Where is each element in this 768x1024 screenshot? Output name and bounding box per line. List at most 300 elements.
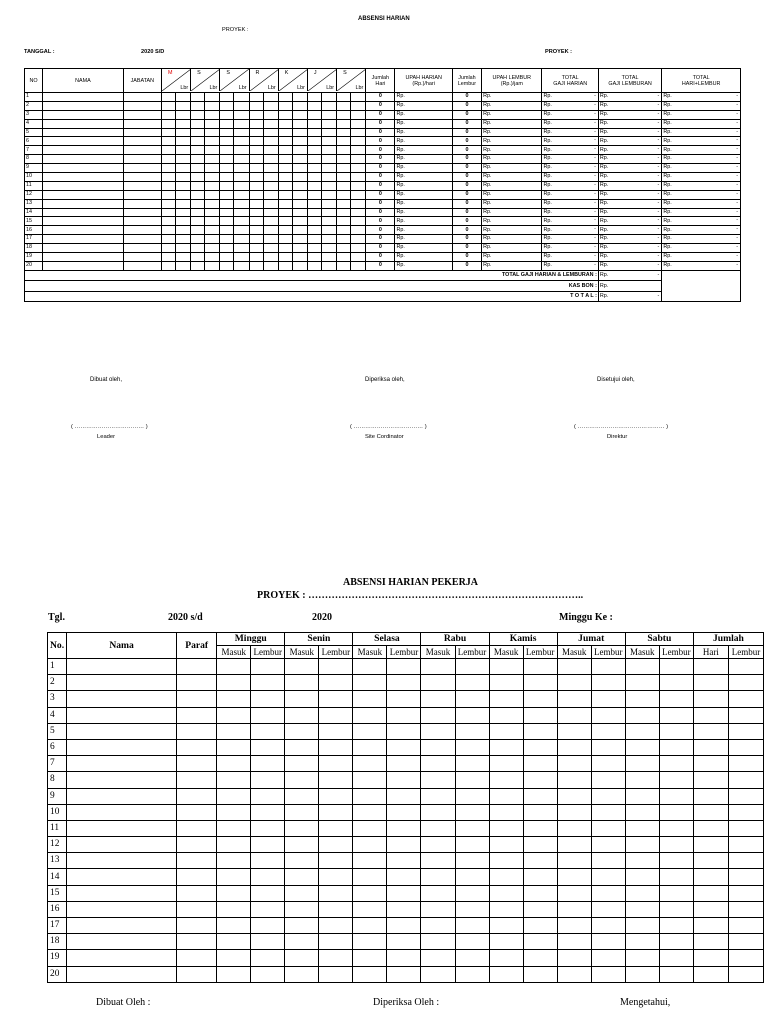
total-gaji-cell[interactable] (542, 93, 598, 102)
jumlah-lembur-cell[interactable]: 0 (452, 181, 481, 190)
attendance-cell[interactable] (387, 950, 421, 966)
total-hl-cell[interactable] (662, 208, 741, 217)
day-cell[interactable] (278, 261, 292, 270)
day-cell[interactable] (234, 110, 249, 119)
paraf-cell[interactable] (177, 966, 217, 982)
day-cell[interactable] (307, 146, 321, 155)
total-hl-cell[interactable] (662, 261, 741, 270)
attendance-cell[interactable] (285, 739, 319, 755)
day-cell[interactable] (351, 101, 366, 110)
attendance-cell[interactable] (489, 966, 523, 982)
upah-harian-cell[interactable]: Rp. (395, 173, 452, 182)
day-cell[interactable] (234, 137, 249, 146)
day-cell[interactable] (307, 190, 321, 199)
total-lembur-cell[interactable] (598, 146, 661, 155)
attendance-cell[interactable] (591, 675, 625, 691)
total-hl-cell[interactable] (662, 101, 741, 110)
attendance-cell[interactable] (489, 869, 523, 885)
attendance-cell[interactable] (591, 901, 625, 917)
day-cell[interactable] (278, 181, 292, 190)
attendance-cell[interactable] (625, 918, 659, 934)
day-cell[interactable] (205, 155, 220, 164)
jumlah-hari-cell[interactable]: 0 (366, 217, 395, 226)
attendance-cell[interactable] (251, 820, 285, 836)
day-cell[interactable] (263, 173, 278, 182)
total-hl-cell[interactable] (662, 137, 741, 146)
attendance-cell[interactable] (591, 853, 625, 869)
attendance-cell[interactable] (319, 739, 353, 755)
attendance-cell[interactable] (319, 934, 353, 950)
total-hl-cell[interactable] (662, 181, 741, 190)
day-cell[interactable] (278, 164, 292, 173)
attendance-cell[interactable] (659, 934, 693, 950)
attendance-cell[interactable] (489, 837, 523, 853)
attendance-cell[interactable] (285, 659, 319, 675)
day-cell[interactable] (249, 155, 263, 164)
day-cell[interactable] (263, 146, 278, 155)
day-cell[interactable] (263, 199, 278, 208)
attendance-cell[interactable] (557, 772, 591, 788)
upah-lembur-cell[interactable]: Rp. (482, 146, 542, 155)
attendance-cell[interactable] (489, 918, 523, 934)
day-cell[interactable] (249, 128, 263, 137)
attendance-cell[interactable] (557, 659, 591, 675)
day-cell[interactable] (278, 155, 292, 164)
attendance-cell[interactable] (251, 901, 285, 917)
attendance-cell[interactable] (251, 675, 285, 691)
row-number[interactable]: 18 (48, 934, 67, 950)
attendance-cell[interactable] (455, 966, 489, 982)
attendance-cell[interactable] (557, 723, 591, 739)
total-hl-cell[interactable] (662, 235, 741, 244)
attendance-cell[interactable] (728, 885, 763, 901)
row-number[interactable]: 9 (48, 788, 67, 804)
attendance-cell[interactable] (285, 885, 319, 901)
attendance-cell[interactable] (557, 853, 591, 869)
upah-lembur-cell[interactable]: Rp. (482, 181, 542, 190)
attendance-cell[interactable] (693, 885, 728, 901)
row-number[interactable]: 13 (25, 199, 43, 208)
day-cell[interactable] (161, 137, 175, 146)
day-cell[interactable] (321, 173, 336, 182)
nama-cell[interactable] (67, 788, 177, 804)
day-cell[interactable] (191, 119, 205, 128)
attendance-cell[interactable] (693, 869, 728, 885)
attendance-cell[interactable] (557, 918, 591, 934)
day-cell[interactable] (278, 101, 292, 110)
total-hl-cell[interactable] (662, 217, 741, 226)
day-cell[interactable] (191, 235, 205, 244)
row-number[interactable]: 6 (25, 137, 43, 146)
day-cell[interactable] (351, 93, 366, 102)
day-cell[interactable] (176, 217, 191, 226)
day-cell[interactable] (249, 261, 263, 270)
attendance-cell[interactable] (523, 675, 557, 691)
day-cell[interactable] (249, 119, 263, 128)
attendance-cell[interactable] (217, 707, 251, 723)
day-cell[interactable] (161, 110, 175, 119)
attendance-cell[interactable] (557, 788, 591, 804)
total-gaji-cell[interactable] (542, 244, 598, 253)
total-hl-cell[interactable] (662, 199, 741, 208)
nama-cell[interactable] (67, 659, 177, 675)
day-cell[interactable] (263, 235, 278, 244)
attendance-cell[interactable] (693, 901, 728, 917)
day-cell[interactable] (321, 235, 336, 244)
attendance-cell[interactable] (591, 820, 625, 836)
total-lembur-cell[interactable] (598, 199, 661, 208)
day-cell[interactable] (292, 110, 307, 119)
jabatan-cell[interactable] (123, 181, 161, 190)
attendance-cell[interactable] (693, 707, 728, 723)
attendance-cell[interactable] (353, 723, 387, 739)
attendance-cell[interactable] (591, 691, 625, 707)
row-number[interactable]: 20 (25, 261, 43, 270)
day-cell[interactable] (278, 190, 292, 199)
row-number[interactable]: 18 (25, 244, 43, 253)
day-cell[interactable] (191, 199, 205, 208)
day-cell[interactable] (176, 173, 191, 182)
attendance-cell[interactable] (387, 756, 421, 772)
day-cell[interactable] (205, 235, 220, 244)
day-cell[interactable] (292, 244, 307, 253)
day-cell[interactable] (176, 190, 191, 199)
day-cell[interactable] (220, 119, 234, 128)
attendance-cell[interactable] (523, 901, 557, 917)
attendance-cell[interactable] (353, 934, 387, 950)
attendance-cell[interactable] (387, 659, 421, 675)
upah-harian-cell[interactable]: Rp. (395, 199, 452, 208)
attendance-cell[interactable] (251, 934, 285, 950)
attendance-cell[interactable] (319, 901, 353, 917)
jabatan-cell[interactable] (123, 208, 161, 217)
day-cell[interactable] (351, 244, 366, 253)
upah-harian-cell[interactable]: Rp. (395, 101, 452, 110)
jumlah-lembur-cell[interactable]: 0 (452, 137, 481, 146)
day-cell[interactable] (220, 173, 234, 182)
attendance-cell[interactable] (285, 756, 319, 772)
upah-lembur-cell[interactable]: Rp. (482, 261, 542, 270)
total-lembur-cell[interactable] (598, 101, 661, 110)
day-cell[interactable] (234, 101, 249, 110)
attendance-cell[interactable] (217, 723, 251, 739)
nama-cell[interactable] (43, 217, 124, 226)
total-gaji-cell[interactable] (542, 155, 598, 164)
day-cell[interactable] (351, 253, 366, 262)
day-cell[interactable] (205, 101, 220, 110)
nama-cell[interactable] (43, 208, 124, 217)
day-cell[interactable] (307, 244, 321, 253)
day-cell[interactable] (337, 217, 351, 226)
attendance-cell[interactable] (659, 707, 693, 723)
upah-harian-cell[interactable]: Rp. (395, 128, 452, 137)
upah-lembur-cell[interactable]: Rp. (482, 128, 542, 137)
row-number[interactable]: 6 (48, 739, 67, 755)
attendance-cell[interactable] (251, 966, 285, 982)
attendance-cell[interactable] (353, 869, 387, 885)
attendance-cell[interactable] (728, 804, 763, 820)
day-cell[interactable] (234, 155, 249, 164)
attendance-cell[interactable] (455, 772, 489, 788)
day-cell[interactable] (321, 217, 336, 226)
total-lembur-cell[interactable] (598, 226, 661, 235)
attendance-cell[interactable] (591, 837, 625, 853)
jumlah-lembur-cell[interactable]: 0 (452, 190, 481, 199)
attendance-cell[interactable] (693, 675, 728, 691)
paraf-cell[interactable] (177, 723, 217, 739)
attendance-cell[interactable] (693, 918, 728, 934)
attendance-cell[interactable] (251, 804, 285, 820)
day-cell[interactable] (205, 226, 220, 235)
attendance-cell[interactable] (455, 659, 489, 675)
attendance-cell[interactable] (387, 885, 421, 901)
upah-lembur-cell[interactable]: Rp. (482, 93, 542, 102)
upah-lembur-cell[interactable]: Rp. (482, 101, 542, 110)
attendance-cell[interactable] (625, 723, 659, 739)
attendance-cell[interactable] (455, 869, 489, 885)
jabatan-cell[interactable] (123, 235, 161, 244)
day-cell[interactable] (307, 128, 321, 137)
day-cell[interactable] (234, 217, 249, 226)
attendance-cell[interactable] (251, 918, 285, 934)
day-cell[interactable] (292, 181, 307, 190)
upah-harian-cell[interactable]: Rp. (395, 181, 452, 190)
day-cell[interactable] (205, 164, 220, 173)
attendance-cell[interactable] (728, 901, 763, 917)
attendance-cell[interactable] (489, 772, 523, 788)
attendance-cell[interactable] (421, 723, 455, 739)
row-number[interactable]: 13 (48, 853, 67, 869)
day-cell[interactable] (161, 217, 175, 226)
nama-cell[interactable] (43, 146, 124, 155)
attendance-cell[interactable] (659, 901, 693, 917)
attendance-cell[interactable] (728, 918, 763, 934)
attendance-cell[interactable] (455, 691, 489, 707)
day-cell[interactable] (278, 146, 292, 155)
nama-cell[interactable] (43, 164, 124, 173)
attendance-cell[interactable] (251, 788, 285, 804)
total-gaji-cell[interactable] (542, 217, 598, 226)
day-cell[interactable] (337, 137, 351, 146)
attendance-cell[interactable] (251, 659, 285, 675)
attendance-cell[interactable] (421, 966, 455, 982)
row-number[interactable]: 8 (25, 155, 43, 164)
day-cell[interactable] (161, 146, 175, 155)
attendance-cell[interactable] (353, 918, 387, 934)
day-cell[interactable] (249, 253, 263, 262)
paraf-cell[interactable] (177, 885, 217, 901)
upah-lembur-cell[interactable]: Rp. (482, 217, 542, 226)
nama-cell[interactable] (67, 918, 177, 934)
nama-cell[interactable] (67, 723, 177, 739)
nama-cell[interactable] (67, 837, 177, 853)
upah-harian-cell[interactable]: Rp. (395, 110, 452, 119)
nama-cell[interactable] (43, 119, 124, 128)
day-cell[interactable] (234, 253, 249, 262)
day-cell[interactable] (278, 173, 292, 182)
day-cell[interactable] (321, 119, 336, 128)
attendance-cell[interactable] (557, 966, 591, 982)
day-cell[interactable] (321, 261, 336, 270)
day-cell[interactable] (205, 137, 220, 146)
day-cell[interactable] (176, 101, 191, 110)
day-cell[interactable] (351, 261, 366, 270)
upah-lembur-cell[interactable]: Rp. (482, 155, 542, 164)
day-cell[interactable] (278, 235, 292, 244)
day-cell[interactable] (234, 119, 249, 128)
day-cell[interactable] (337, 190, 351, 199)
day-cell[interactable] (191, 101, 205, 110)
day-cell[interactable] (191, 110, 205, 119)
jumlah-lembur-cell[interactable]: 0 (452, 235, 481, 244)
nama-cell[interactable] (67, 820, 177, 836)
day-cell[interactable] (176, 110, 191, 119)
upah-harian-cell[interactable]: Rp. (395, 217, 452, 226)
jumlah-lembur-cell[interactable]: 0 (452, 173, 481, 182)
day-cell[interactable] (263, 181, 278, 190)
row-number[interactable]: 2 (48, 675, 67, 691)
attendance-cell[interactable] (693, 966, 728, 982)
day-cell[interactable] (321, 146, 336, 155)
attendance-cell[interactable] (455, 950, 489, 966)
day-cell[interactable] (278, 199, 292, 208)
day-cell[interactable] (337, 119, 351, 128)
day-cell[interactable] (307, 253, 321, 262)
attendance-cell[interactable] (387, 788, 421, 804)
day-cell[interactable] (161, 261, 175, 270)
paraf-cell[interactable] (177, 756, 217, 772)
nama-cell[interactable] (43, 253, 124, 262)
day-cell[interactable] (234, 244, 249, 253)
day-cell[interactable] (307, 110, 321, 119)
nama-cell[interactable] (67, 739, 177, 755)
day-cell[interactable] (205, 93, 220, 102)
day-cell[interactable] (249, 164, 263, 173)
day-cell[interactable] (249, 181, 263, 190)
attendance-cell[interactable] (285, 853, 319, 869)
day-cell[interactable] (278, 226, 292, 235)
day-cell[interactable] (205, 119, 220, 128)
attendance-cell[interactable] (625, 966, 659, 982)
upah-harian-cell[interactable]: Rp. (395, 208, 452, 217)
day-cell[interactable] (249, 244, 263, 253)
day-cell[interactable] (205, 128, 220, 137)
upah-lembur-cell[interactable]: Rp. (482, 244, 542, 253)
row-number[interactable]: 19 (25, 253, 43, 262)
day-cell[interactable] (249, 199, 263, 208)
day-cell[interactable] (337, 155, 351, 164)
day-cell[interactable] (161, 199, 175, 208)
attendance-cell[interactable] (455, 707, 489, 723)
day-cell[interactable] (176, 128, 191, 137)
attendance-cell[interactable] (728, 950, 763, 966)
attendance-cell[interactable] (625, 675, 659, 691)
attendance-cell[interactable] (489, 739, 523, 755)
day-cell[interactable] (220, 110, 234, 119)
day-cell[interactable] (205, 173, 220, 182)
row-number[interactable]: 7 (48, 756, 67, 772)
total-gaji-cell[interactable] (542, 199, 598, 208)
attendance-cell[interactable] (319, 804, 353, 820)
day-cell[interactable] (351, 208, 366, 217)
day-cell[interactable] (205, 181, 220, 190)
day-cell[interactable] (234, 173, 249, 182)
day-cell[interactable] (234, 93, 249, 102)
attendance-cell[interactable] (251, 739, 285, 755)
upah-lembur-cell[interactable]: Rp. (482, 208, 542, 217)
day-cell[interactable] (263, 244, 278, 253)
total-gaji-cell[interactable] (542, 208, 598, 217)
attendance-cell[interactable] (353, 820, 387, 836)
nama-cell[interactable] (43, 244, 124, 253)
jumlah-hari-cell[interactable]: 0 (366, 208, 395, 217)
attendance-cell[interactable] (659, 756, 693, 772)
day-cell[interactable] (307, 261, 321, 270)
day-cell[interactable] (220, 226, 234, 235)
attendance-cell[interactable] (523, 659, 557, 675)
attendance-cell[interactable] (455, 837, 489, 853)
attendance-cell[interactable] (285, 675, 319, 691)
day-cell[interactable] (191, 261, 205, 270)
upah-harian-cell[interactable]: Rp. (395, 146, 452, 155)
attendance-cell[interactable] (353, 966, 387, 982)
day-cell[interactable] (234, 235, 249, 244)
attendance-cell[interactable] (217, 788, 251, 804)
day-cell[interactable] (351, 155, 366, 164)
jumlah-lembur-cell[interactable]: 0 (452, 253, 481, 262)
day-cell[interactable] (176, 235, 191, 244)
day-cell[interactable] (307, 164, 321, 173)
row-number[interactable]: 17 (48, 918, 67, 934)
attendance-cell[interactable] (489, 950, 523, 966)
jumlah-hari-cell[interactable]: 0 (366, 110, 395, 119)
day-cell[interactable] (205, 261, 220, 270)
total-hl-cell[interactable] (662, 226, 741, 235)
day-cell[interactable] (321, 253, 336, 262)
nama-cell[interactable] (43, 110, 124, 119)
paraf-cell[interactable] (177, 901, 217, 917)
total-gaji-cell[interactable] (542, 253, 598, 262)
row-number[interactable]: 1 (25, 93, 43, 102)
attendance-cell[interactable] (489, 804, 523, 820)
attendance-cell[interactable] (285, 950, 319, 966)
day-cell[interactable] (191, 190, 205, 199)
attendance-cell[interactable] (387, 707, 421, 723)
total-gaji-cell[interactable] (542, 110, 598, 119)
attendance-cell[interactable] (659, 918, 693, 934)
attendance-cell[interactable] (693, 659, 728, 675)
attendance-cell[interactable] (557, 675, 591, 691)
day-cell[interactable] (292, 173, 307, 182)
total-lembur-cell[interactable] (598, 244, 661, 253)
day-cell[interactable] (191, 146, 205, 155)
nama-cell[interactable] (43, 101, 124, 110)
day-cell[interactable] (292, 137, 307, 146)
day-cell[interactable] (176, 119, 191, 128)
day-cell[interactable] (249, 146, 263, 155)
day-cell[interactable] (292, 128, 307, 137)
attendance-cell[interactable] (625, 691, 659, 707)
paraf-cell[interactable] (177, 804, 217, 820)
total-gaji-cell[interactable] (542, 146, 598, 155)
attendance-cell[interactable] (693, 934, 728, 950)
total-gaji-cell[interactable] (542, 119, 598, 128)
total-gaji-cell[interactable] (542, 261, 598, 270)
paraf-cell[interactable] (177, 837, 217, 853)
day-cell[interactable] (307, 155, 321, 164)
day-cell[interactable] (292, 235, 307, 244)
total-lembur-cell[interactable] (598, 93, 661, 102)
